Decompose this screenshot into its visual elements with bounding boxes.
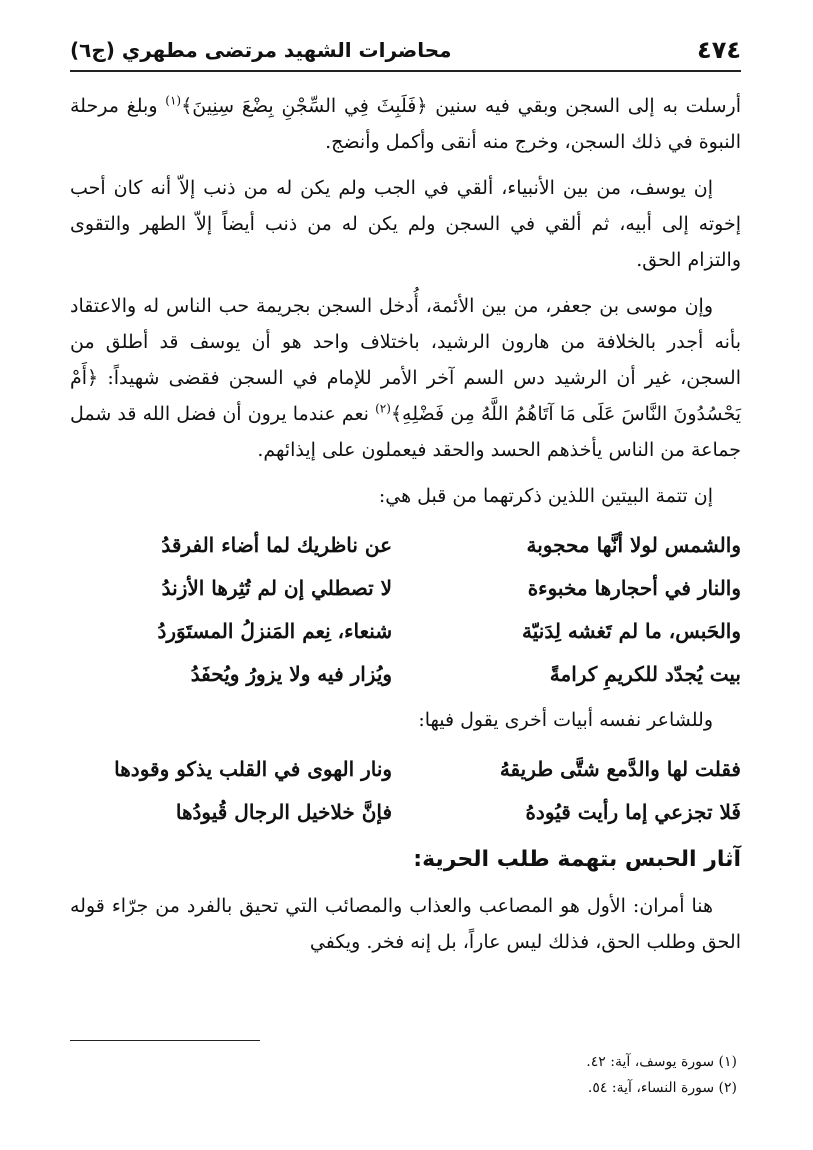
- paragraph-3: وإن موسى بن جعفر، من بين الأئمة، أُدخل السجن بجريمة حب الناس له والاعتقاد بأنه أجدر بالخلافة من هارون الرشيد، باختلاف واحد هو أن يوسف قد أطلق من السجن، غير أن الرشيد دس السم آخر الأمر للإمام في السجن فقضى شهيداً: ﴿أَمْ يَحْسُدُونَ النَّاسَ عَلَى مَا آتَاهُمُ اللَّهُ مِن فَضْلِهِ﴾$^{(٢)}$ نعم عندما يرون أن فضل الله قد شمل جماعة من الناس يأخذهم الحسد والحقد فيعملون على إيذائهم.: [70, 295, 741, 461]
- footnote-ref-1: (١): [165, 93, 182, 108]
- paragraph-5: وللشاعر نفسه أبيات أخرى يقول فيها:: [418, 709, 713, 731]
- paragraph-4: إن تتمة البيتين اللذين ذكرتهما من قبل هي:: [378, 485, 713, 507]
- poem-2: [70, 748, 741, 834]
- running-title: محاضرات الشهيد مرتضى مطهري (ج٦): [70, 38, 452, 62]
- hemistich-second: ويُزار فيه ولا يزورُ ويُحفَدُ: [190, 662, 393, 686]
- section-heading: آثار الحبس بتهمة طلب الحرية:: [413, 847, 741, 872]
- verse: [70, 791, 741, 834]
- footnote-2: (٢) سورة النساء، آية: ٥٤.: [587, 1080, 737, 1096]
- footnotes: [70, 1040, 741, 1101]
- hemistich-first: والحَبس، ما لم تَغشه لِدَنيّة: [522, 619, 741, 643]
- verse: [70, 653, 741, 696]
- page-header: [70, 30, 741, 72]
- page-body: [70, 88, 741, 970]
- hemistich-first: فَلا تجزعي إما رأيت قيُودهُ: [525, 800, 741, 824]
- hemistich-first: فقلت لها والدَّمع شتَّى طريقهُ: [499, 757, 741, 781]
- paragraph-6: هنا أمران: الأول هو المصاعب والعذاب والمصائب التي تحيق بالفرد من جرّاء قوله الحق وطلب الحق، فذلك ليس عاراً، بل إنه فخر. ويكفي: [70, 895, 741, 953]
- hemistich-second: فإنَّ خلاخيل الرجال قُيودُها: [175, 800, 393, 824]
- footnote-ref-2: (٢): [375, 401, 391, 416]
- page-number: ٤٧٤: [697, 36, 741, 64]
- hemistich-second: عن ناظريك لما أضاء الفرقدُ: [161, 533, 393, 557]
- footnote-1: (١) سورة يوسف، آية: ٤٢.: [586, 1054, 737, 1070]
- hemistich-second: شنعاء، نِعم المَنزلُ المستَوَردُ: [157, 619, 393, 643]
- paragraph-2: إن يوسف، من بين الأنبياء، ألقي في الجب ولم يكن له من ذنب إلاّ أنه كان أحب إخوته إلى أبيه، ثم ألقي في السجن ولم يكن له من ذنب أيضاً إلاّ الطهر والتقوى والتزام الحق.: [70, 177, 741, 271]
- paragraph-1: أرسلت به إلى السجن وبقي فيه سنين ﴿فَلَبِثَ فِي السِّجْنِ بِضْعَ سِنِينَ﴾$^{(١)}$ وبلغ مرحلة النبوة في ذلك السجن، وخرج منه أنقى وأكمل وأنضج.: [70, 93, 741, 153]
- hemistich-first: والنار في أحجارها مخبوءة: [527, 576, 741, 600]
- verse: [70, 610, 741, 653]
- verse: [70, 567, 741, 610]
- hemistich-second: لا تصطلي إن لم تُثِرها الأزندُ: [161, 576, 393, 600]
- verse: [70, 748, 741, 791]
- footnote-divider: [70, 1040, 260, 1041]
- hemistich-first: بيت يُجدّد للكريمِ كرامةً: [549, 662, 741, 686]
- poem-1: [70, 524, 741, 696]
- hemistich-first: والشمس لولا أنَّها محجوبة: [526, 533, 741, 557]
- hemistich-second: ونار الهوى في القلب يذكو وقودها: [114, 757, 393, 781]
- verse: [70, 524, 741, 567]
